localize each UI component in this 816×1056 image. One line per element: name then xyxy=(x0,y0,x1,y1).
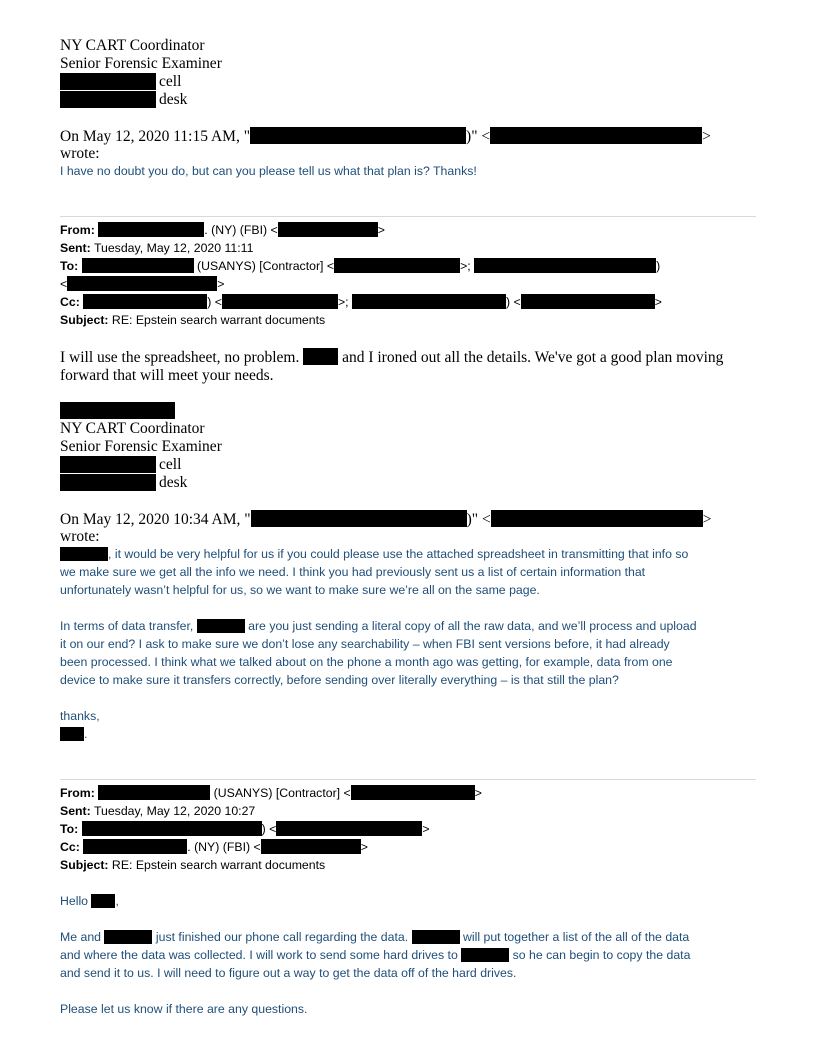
redaction-to-name xyxy=(82,258,194,273)
sent-value: Tuesday, May 12, 2020 10:27 xyxy=(90,804,256,818)
signature-role: Senior Forensic Examiner xyxy=(60,438,222,455)
body-text: I will use the spreadsheet, no problem. xyxy=(60,349,300,366)
reply-header-sep: )" < xyxy=(466,128,491,145)
redaction-sender-email xyxy=(491,510,703,527)
from-text: . (NY) (FBI) < xyxy=(204,223,278,237)
sent-label: Sent: xyxy=(60,241,91,255)
cc-b: > xyxy=(360,840,368,854)
from-label: From: xyxy=(60,223,95,237)
cc-a: . (NY) (FBI) < xyxy=(187,840,261,854)
email-subject-line xyxy=(60,311,325,329)
redaction-addressee xyxy=(60,547,108,561)
greeting-text: Hello xyxy=(60,894,89,908)
redaction-from-email xyxy=(351,785,475,800)
to-text: (USANYS) [Contractor] < xyxy=(193,259,335,273)
to-end: ) xyxy=(656,259,661,273)
body-text: Me and xyxy=(60,930,102,944)
to-b: > xyxy=(422,822,430,836)
signoff-end: . xyxy=(84,727,88,741)
email-sent-line xyxy=(60,802,255,820)
redaction-cc-name-2 xyxy=(352,294,506,309)
signature-role: Senior Forensic Examiner xyxy=(60,55,222,72)
redaction-cc-email-2 xyxy=(521,294,655,309)
email-sent-line xyxy=(60,239,253,257)
redaction-from-name xyxy=(98,222,204,237)
signature-desk-label: desk xyxy=(159,474,188,491)
greeting-end: , xyxy=(115,894,119,908)
redaction-desk-number xyxy=(60,474,156,491)
divider xyxy=(60,216,756,217)
reply-header-line xyxy=(60,127,711,146)
redaction-person-name xyxy=(104,930,152,944)
sent-label: Sent: xyxy=(60,804,91,818)
reply-body-line xyxy=(60,545,688,563)
from-end: > xyxy=(377,223,385,237)
reply-wrote: wrote: xyxy=(60,528,100,545)
reply-body: I have no doubt you do, but can you please tell us what that plan is? Thanks! xyxy=(60,164,477,178)
redaction-greeting-name xyxy=(91,894,115,908)
redaction-signature-name xyxy=(60,402,175,419)
email-body-line xyxy=(60,928,689,946)
reply-header-end: > xyxy=(702,511,712,528)
reply-body-line: we make sure we get all the info we need. I think you had previously sent us a list of certain information that xyxy=(60,565,646,579)
body-text: just finished our phone call regarding the data. xyxy=(155,930,409,944)
redaction-cell-number xyxy=(60,73,156,90)
redaction-person-name xyxy=(461,948,509,962)
reply-body-text: are you just sending a literal copy of all the raw data, and we’ll process and upload xyxy=(248,619,697,633)
body-text: so he can begin to copy the data xyxy=(512,948,691,962)
to-label: To: xyxy=(60,822,79,836)
subject-value: RE: Epstein search warrant documents xyxy=(108,858,326,872)
redaction-sender-name xyxy=(251,510,467,527)
email-cc-line xyxy=(60,293,662,311)
email-greeting xyxy=(60,892,119,910)
signature-title: NY CART Coordinator xyxy=(60,37,205,54)
reply-body-line: been processed. I think what we talked about on the phone a month ago was getting, for example, data from one xyxy=(60,655,673,669)
signature-cell-label: cell xyxy=(159,456,182,473)
reply-body-line: device to make sure it transfers correctly, before sending over literally everything – is that still the plan? xyxy=(60,673,619,687)
redaction-to-email xyxy=(334,258,460,273)
reply-header-date: On May 12, 2020 11:15 AM, " xyxy=(60,128,251,145)
to2-start: < xyxy=(60,277,68,291)
reply-thanks: thanks, xyxy=(60,709,100,723)
cc-a: ) < xyxy=(207,295,222,309)
redaction-from-name xyxy=(98,785,210,800)
cc-c: ) < xyxy=(505,295,521,309)
email-closing: Please let us know if there are any questions. xyxy=(60,1002,308,1016)
email-body-line: and send it to us. I will need to figure out a way to get the data off of the hard drives. xyxy=(60,966,517,980)
subject-label: Subject: xyxy=(60,858,109,872)
body-text: will put together a list of the all of the data xyxy=(462,930,690,944)
signature-title: NY CART Coordinator xyxy=(60,420,205,437)
reply-body-text: , it would be very helpful for us if you could please use the attached spreadsheet in transmitting that info so xyxy=(108,547,689,561)
redaction-person-name xyxy=(303,348,338,365)
to-label: To: xyxy=(60,259,79,273)
redaction-to-name-2 xyxy=(474,258,656,273)
email-body-line: forward that will meet your needs. xyxy=(60,367,274,384)
redaction-to-email-2 xyxy=(67,276,217,291)
from-label: From: xyxy=(60,786,95,800)
signature-desk-label: desk xyxy=(159,91,188,108)
cc-d: > xyxy=(654,295,662,309)
reply-signoff xyxy=(60,725,87,743)
email-to-line xyxy=(60,257,660,275)
reply-body-line xyxy=(60,617,697,635)
email-cc-line xyxy=(60,838,368,856)
body-text: and where the data was collected. I will work to send some hard drives to xyxy=(60,948,458,962)
redaction-cell-number xyxy=(60,456,156,473)
redaction-cc-email xyxy=(222,294,338,309)
redaction-to-email xyxy=(276,821,422,836)
email-subject-line xyxy=(60,856,325,874)
subject-label: Subject: xyxy=(60,313,109,327)
redaction-sender-name xyxy=(250,127,466,144)
email-from-line xyxy=(60,784,482,802)
subject-value: RE: Epstein search warrant documents xyxy=(108,313,326,327)
sent-value: Tuesday, May 12, 2020 11:11 xyxy=(90,241,254,255)
redaction-cc-name xyxy=(83,839,187,854)
email-to-line-2 xyxy=(60,275,224,293)
redaction-sender-email xyxy=(490,127,702,144)
from-end: > xyxy=(474,786,482,800)
reply-header-line xyxy=(60,510,711,529)
redaction-desk-number xyxy=(60,91,156,108)
reply-body-text: In terms of data transfer, xyxy=(60,619,194,633)
reply-wrote: wrote: xyxy=(60,145,100,162)
redaction-person-name xyxy=(197,619,245,633)
redaction-person-name xyxy=(412,930,460,944)
reply-body-line: it on our end? I ask to make sure we don’t lose any searchability – when FBI sent versions before, it had already xyxy=(60,637,670,651)
email-body-line xyxy=(60,348,723,367)
cc-label: Cc: xyxy=(60,295,80,309)
to2-end: > xyxy=(217,277,225,291)
divider xyxy=(60,779,756,780)
body-text: and I ironed out all the details. We've got a good plan moving xyxy=(342,349,724,366)
redaction-cc-name xyxy=(83,294,207,309)
email-to-line xyxy=(60,820,430,838)
from-text: (USANYS) [Contractor] < xyxy=(210,786,351,800)
reply-header-end: > xyxy=(702,128,711,145)
reply-header-date: On May 12, 2020 10:34 AM, " xyxy=(60,511,251,528)
redaction-from-email xyxy=(278,222,378,237)
cc-b: >; xyxy=(337,295,349,309)
signature-cell-label: cell xyxy=(159,73,182,90)
redaction-initials xyxy=(60,727,84,741)
email-body-line xyxy=(60,946,690,964)
reply-body-line: unfortunately wasn’t helpful for us, so we want to make sure we’re all on the same page. xyxy=(60,583,540,597)
redaction-cc-email xyxy=(261,839,361,854)
reply-header-sep: )" < xyxy=(466,511,491,528)
email-from-line xyxy=(60,221,385,239)
redaction-to-name xyxy=(82,821,262,836)
to-a: ) < xyxy=(261,822,277,836)
to-mid: >; xyxy=(460,259,471,273)
cc-label: Cc: xyxy=(60,840,80,854)
